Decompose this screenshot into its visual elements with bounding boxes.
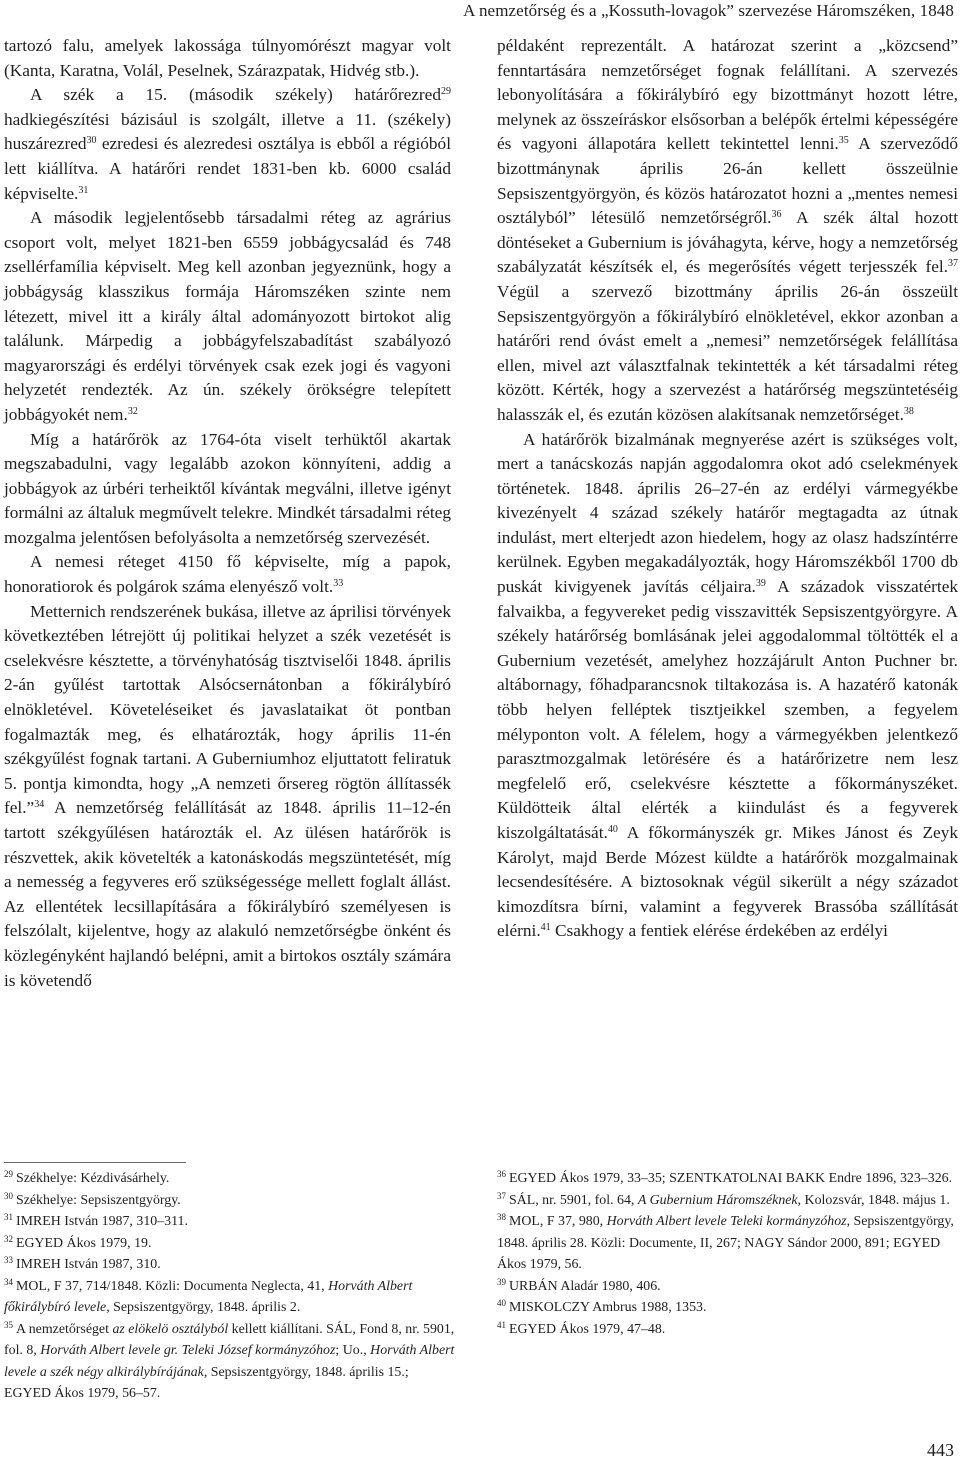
text-run: tartozó falu, amelyek lakossága túlnyomórészt magyar volt (Kanta, Karatna, Volál, Peselnek, Szárazpatak, Hidvég stb.). <box>4 36 451 80</box>
footnote-number: 35 <box>4 1319 13 1330</box>
footnote-ref: 30 <box>86 135 97 147</box>
footnote-ref: 29 <box>441 86 451 98</box>
footnote <box>4 1276 459 1319</box>
text-run: , Kolozsvár, 1848. május 1. <box>797 1192 950 1208</box>
footnote-number: 30 <box>4 1190 13 1201</box>
left-text-column <box>4 34 451 993</box>
text-run: Székhelye: Sepsiszentgyörgy. <box>16 1192 181 1208</box>
footnote-number: 41 <box>497 1319 506 1330</box>
footnote-ref: 38 <box>903 405 914 417</box>
footnote-number: 39 <box>497 1276 506 1287</box>
text-run: EGYED Ákos 1979, 47–48. <box>509 1321 666 1337</box>
text-run: MISKOLCZY Ambrus 1988, 1353. <box>509 1300 707 1315</box>
footnote-ref: 40 <box>607 824 618 835</box>
footnote-number: 29 <box>4 1169 13 1179</box>
italic-text: az elökelö osztályból <box>112 1321 229 1337</box>
paragraph <box>4 206 451 427</box>
paragraph <box>4 600 451 994</box>
footnotes-left <box>4 1168 459 1405</box>
running-header: A nemzetőrség és a „Kossuth-lovagok” szervezése Háromszéken, 1848 <box>463 1 954 20</box>
paragraph <box>4 83 451 206</box>
footnote <box>497 1319 958 1341</box>
footnote <box>497 1168 958 1190</box>
italic-text: Horváth Albert levele Teleki kormányzóhoz <box>606 1214 847 1229</box>
text-run: IMREH István 1987, 310–311. <box>16 1214 188 1229</box>
text-run: EGYED Ákos 1979, 33–35; SZENTKATOLNAI BAKK Endre 1896, 323–326. <box>509 1171 953 1186</box>
text-run: hadkiegészítési bázisául is szolgált, illetve a 11. (székely) huszárezred <box>4 109 451 154</box>
italic-text: Horváth Albert levele gr. Teleki József kormányzóhoz <box>40 1343 336 1358</box>
footnote-separator <box>4 1162 186 1163</box>
right-text-column <box>497 34 958 944</box>
text-run: ezredesi és alezredesi osztálya is ebből a régióból lett kiállítva. A határőri rendet 1831-ben kb. 6000 család képviselte. <box>4 134 451 203</box>
text-run: A nemzetőrséget <box>16 1321 113 1337</box>
footnote <box>4 1168 459 1190</box>
paragraph <box>497 34 958 428</box>
footnote <box>4 1254 459 1276</box>
footnote-number: 32 <box>4 1233 13 1244</box>
footnote <box>497 1297 958 1319</box>
text-run: A nemzetőrség felállítását az 1848. április 11–12-én tartott székgyűlésen határozták el. Az ülésen határőrök is részvettek, akik követelték a katonáskodás megszüntetését, míg a nemesség a fegyveres erő szükségessége mellett foglalt állást. Az ellentétek lecsillapítására a főkirálybíró személyesen is felszólalt, kijelentve, hogy az alakuló nemzetőrségbe önként és közlegényként hajlandó belépni, amit a birtokos osztály számára is követendő <box>4 798 451 990</box>
footnote-number: 40 <box>497 1298 506 1308</box>
text-run: MOL, F 37, 714/1848. Közli: Documenta Neglecta, 41, <box>16 1278 329 1294</box>
italic-text: Horváth Albert főkirálybíró levele <box>4 1278 413 1315</box>
paragraph <box>4 428 451 551</box>
footnote-ref: 41 <box>540 922 551 934</box>
footnote <box>497 1190 958 1212</box>
text-run: , Sepsiszentgyörgy, 1848. április 2. <box>106 1300 301 1315</box>
text-run: A szék által hozott döntéseket a Gubernium is jóváhagyta, kérve, hogy a nemzetőrség szabályzatát készítsék el, és megerősítés végett terjesszék fel. <box>497 208 959 277</box>
paragraph <box>4 34 451 83</box>
text-run: URBÁN Aladár 1980, 406. <box>509 1278 661 1294</box>
footnote-ref: 39 <box>755 578 766 590</box>
footnote <box>4 1211 459 1233</box>
text-run: A századok visszatértek falvaikba, a fegyvereket pedig visszavitték Sepsiszentgyörgyre. A székely határőrség bomlásának jelei aggodalommal töltötték el a Gubernium vezetését, amelyhez hozzájárult Anton Puchner br. altábornagy, főhadparancsnok tiltakozása is. A hazatérő katonák több helyen felléptek tisztjeikkel szemben, a fegyelem mélyponton volt. A félelem, hogy a vármegyékben jelentkező parasztmozgalmak letörésére és a határőrizetre nem lesz megfelelő erő, cselekvésre késztette a főkormányszéket. Küldötteik által elérték a kiindulást és a fegyverek kiszolgáltatását. <box>497 577 959 842</box>
text-run: A nemesi réteget 4150 fő képviselte, míg a papok, honoratiorok és polgárok száma elenyésző volt. <box>4 552 451 597</box>
footnote-number: 31 <box>4 1212 13 1222</box>
text-run: Míg a határőrök az 1764-óta viselt terhüktől akartak megszabadulni, vagy legalább azokon könnyíteni, addig a jobbágyok az úrbéri terheiktől kívántak megválni, illetve igényt formálni az általuk megművelt telekre. Mindkét társadalmi réteg mozgalma jelentősen befolyásolta a nemzetőrség szervezését. <box>4 429 451 547</box>
footnote-ref: 33 <box>333 578 344 590</box>
page-number: 443 <box>927 1440 954 1460</box>
text-run: A határőrök bizalmának megnyerése azért is szükséges volt, mert a tanácskozás napján aggodalomra okot adó cselekmények történetek. 1848. április 26–27-én az erdélyi vármegyékbe kivezényelt 4 század székely határőr megtagadta az útnak indulást, mert elterjedt azon hiedelem, hogy az olasz hadszíntérre kerülnek. Egyben megakadályozták, hogy Háromszékből 1700 db puskát kivigyenek javítás céljaira. <box>497 429 958 597</box>
text-run: kellett kiállítani. SÁL, Fond 8, nr. 5901, fol. 8, <box>4 1321 455 1358</box>
footnote-number: 33 <box>4 1255 13 1265</box>
text-run: Végül a szervező bizottmány április 26-án összeült Sepsiszentgyörgyön a főkirálybíró elnökletével, ekkor azonban a határőri rend óvást emelt a „nemesi” nemzetőrségek felállítása ellen, mivel azt választfalnak tekintették a két társadalmi réteg között. Kérték, hogy a szervezést a határőrség megszüntetéséig halasszák el, és ezután közösen alakítsanak nemzetőrséget. <box>497 281 958 424</box>
italic-text: A Gubernium Háromszéknek <box>637 1192 798 1208</box>
paragraph <box>497 428 958 944</box>
footnote-number: 36 <box>497 1169 506 1179</box>
footnote-ref: 36 <box>771 209 782 221</box>
footnote <box>4 1233 459 1255</box>
footnote-ref: 37 <box>948 258 958 270</box>
footnote <box>497 1211 958 1276</box>
footnote-ref: 31 <box>78 184 89 196</box>
footnote-ref: 34 <box>34 799 45 811</box>
footnote <box>4 1319 459 1405</box>
text-run: , Sepsiszentgyörgy, 1848. április 15.; EGYED Ákos 1979, 56–57. <box>4 1364 409 1401</box>
italic-text: Horváth Albert levele a szék négy alkirálybírájának <box>4 1343 455 1380</box>
text-run: Csakhogy a fentiek elérése érdekében az erdélyi <box>550 921 888 941</box>
text-run: ; Uo., <box>335 1343 371 1358</box>
footnote-number: 34 <box>4 1276 13 1287</box>
text-run: A második legjelentősebb társadalmi réteg az agrárius csoport volt, melyet 1821-ben 6559 jobbágycsalád és 748 zsellérfamília képviselt. Meg kell azonban jegyeznünk, hogy a jobbágyság klasszikus formája Háromszéken szinte nem létezett, mivel itt a király által adományozott birtokot alig találunk. Márpedig a jobbágyfelszabadítást szabályozó magyarországi és erdélyi törvények csak ezek jogi és vagyoni helyzetét rendezték. Az ún. székely örökségre telepített jobbágyokét nem. <box>4 208 451 424</box>
footnote <box>497 1276 958 1298</box>
footnote-number: 38 <box>497 1212 506 1222</box>
footnotes-right <box>497 1168 958 1340</box>
text-run: MOL, F 37, 980, <box>509 1214 607 1229</box>
footnote <box>4 1190 459 1212</box>
text-run: A főkormányszék gr. Mikes Jánost és Zeyk Károlyt, majd Berde Mózest küldte a határőrök mozgalmainak lecsendesítésére. A biztosoknak végül sikerült a négy századot kimozdítsra bírni, valamint a fegyverek Brassóba szállítását elérni. <box>497 823 958 941</box>
text-run: Székhelye: Kézdivásárhely. <box>16 1171 170 1186</box>
text-run: , Sepsiszentgyörgy, 1848. április 28. Közli: Documente, II, 267; NAGY Sándor 2000, 891; EGYED Ákos 1979, 56. <box>497 1214 954 1272</box>
text-run: A szerveződő bizottmánynak április 26-án kellett összeülnie Sepsiszentgyörgyön, és közös határozatot hozni a „mentes nemesi osztályból” létesülő nemzetőrségről. <box>497 134 959 228</box>
text-run: példaként reprezentált. A határozat szerint a „közcsend” fenntartására nemzetőrséget fognak felállítani. A szervezés lebonyolítására a főkirálybíró egy bizottmányt hozott létre, melynek az összeíráskor elsősorban a belépők értelmi képességére és vagyoni állapotára kellett tekintettel lenni. <box>497 36 958 154</box>
paragraph <box>4 550 451 599</box>
footnote-number: 37 <box>497 1190 506 1201</box>
footnote-ref: 32 <box>127 405 138 417</box>
text-run: IMREH István 1987, 310. <box>16 1257 161 1272</box>
text-run: A szék a 15. (második székely) határőrezred <box>30 85 441 105</box>
text-run: Metternich rendszerének bukása, illetve az áprilisi törvények következtében létrejött új politikai helyzet a szék vezetését is cselekvésre késztette, a törvényhatóság tisztviselői 1848. április 2-án gyűlést tartottak Alsócsernátonban a főkirálybíró elnökletével. Követeléseiket és javaslataikat öt pontban fogalmazták meg, és elhatározták, hogy április 11-én székgyűlést fognak tartani. A Guberniumhoz eljuttatott feliratuk 5. pontja kimondta, hogy „A nemzeti őrsereg rögtön állítassék fel.” <box>4 601 451 818</box>
footnote-ref: 35 <box>838 135 849 147</box>
text-run: EGYED Ákos 1979, 19. <box>16 1235 152 1251</box>
text-run: SÁL, nr. 5901, fol. 64, <box>509 1192 638 1208</box>
